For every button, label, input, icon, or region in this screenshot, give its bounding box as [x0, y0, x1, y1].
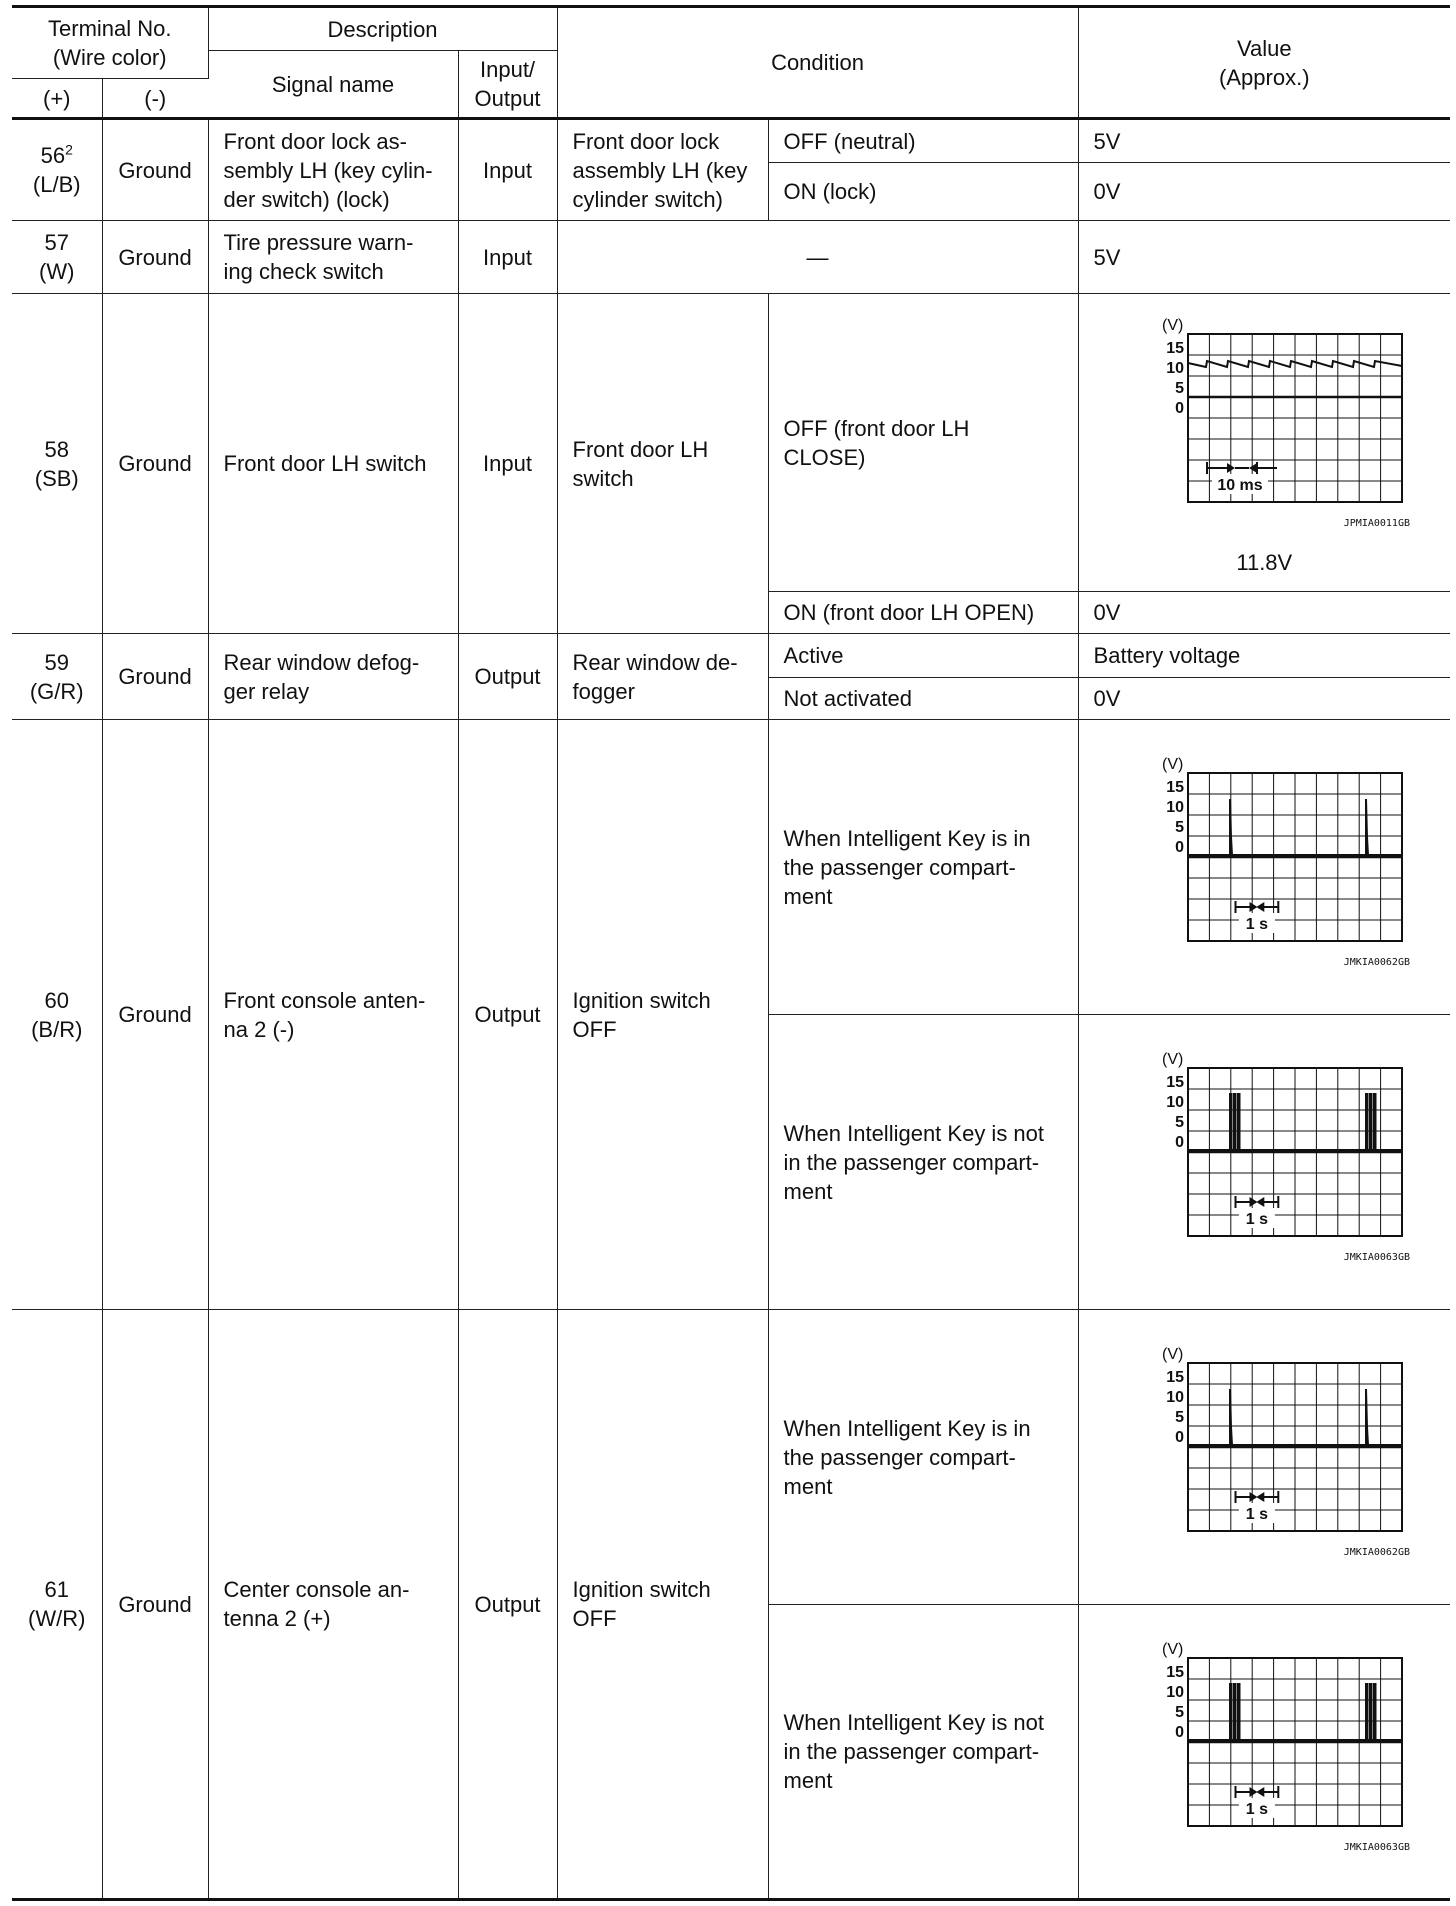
- state-59-active: Active: [768, 634, 1078, 678]
- svg-text:0: 0: [1175, 400, 1185, 417]
- table-row-58: [12, 294, 1450, 592]
- scope-tick-label: 10: [1166, 1683, 1185, 1701]
- terminal-58: 58 (SB): [12, 294, 102, 634]
- signal-name-59: Rear window defog- ger relay: [208, 634, 458, 720]
- figure-code: JMKIA0063GB: [1344, 1252, 1411, 1263]
- scope-unit-label: (V): [1162, 1640, 1184, 1658]
- signal-name-56: Front door lock as- sembly LH (key cylin- der switch) (lock): [208, 119, 458, 221]
- svg-text:10 ms: 10 ms: [1217, 477, 1263, 494]
- table-row-57: [12, 221, 1450, 294]
- time-scale-label: 1 s: [1246, 1211, 1269, 1228]
- io-61: Output: [458, 1310, 557, 1900]
- value-56-off: 5V: [1078, 119, 1450, 163]
- state-60-key-out: When Intelligent Key is not in the passenger compart- ment: [768, 1015, 1078, 1310]
- terminal-60: 60 (B/R): [12, 720, 102, 1310]
- value-56-on: 0V: [1078, 163, 1450, 221]
- header-signal-name: Signal name: [208, 51, 458, 119]
- table-row-60: [12, 720, 1450, 1015]
- state-61-key-in: When Intelligent Key is in the passenger compart- ment: [768, 1310, 1078, 1605]
- ground-58: Ground: [102, 294, 208, 634]
- scope-tick-label: 10: [1166, 1094, 1185, 1111]
- ground-61: Ground: [102, 1310, 208, 1900]
- condition-58: Front door LH switch: [557, 294, 768, 634]
- state-59-inactive: Not activated: [768, 678, 1078, 720]
- state-60-key-in: When Intelligent Key is in the passenger compart- ment: [768, 720, 1078, 1015]
- condition-61: Ignition switch OFF: [557, 1310, 768, 1900]
- waveform-60-key-in: [1114, 747, 1414, 987]
- terminal-spec-table: [12, 5, 1450, 1901]
- value-59-inactive: 0V: [1078, 678, 1450, 720]
- waveform-61-key-out: [1114, 1632, 1414, 1872]
- header-description: Description: [208, 7, 557, 51]
- scope-tick-label: 5: [1175, 1409, 1185, 1426]
- condition-57: —: [557, 221, 1078, 294]
- terminal-56: $56^2$ (L/B): [12, 119, 102, 221]
- state-56-on: ON (lock): [768, 163, 1078, 221]
- header-condition: Condition: [557, 7, 1078, 119]
- value-61-key-out: [1078, 1605, 1450, 1900]
- scope-tick-label: 5: [1175, 1114, 1185, 1131]
- state-61-key-out: When Intelligent Key is not in the passenger compart- ment: [768, 1605, 1078, 1900]
- ground-59: Ground: [102, 634, 208, 720]
- condition-56: Front door lock assembly LH (key cylinder switch): [557, 119, 768, 221]
- header-terminal-no: Terminal No. (Wire color): [12, 7, 208, 79]
- svg-text:(V): (V): [1162, 317, 1184, 334]
- state-56-off: OFF (neutral): [768, 119, 1078, 163]
- svg-text:JPMIA0011GB: JPMIA0011GB: [1344, 518, 1411, 529]
- terminal-61: 61 (W/R): [12, 1310, 102, 1900]
- ground-60: Ground: [102, 720, 208, 1310]
- time-scale-label: 1 s: [1246, 1506, 1269, 1523]
- scope-tick-label: 10: [1166, 1389, 1185, 1406]
- value-60-key-in: [1078, 720, 1450, 1015]
- scope-grid: [1188, 1363, 1402, 1531]
- header-minus: (-): [102, 79, 208, 119]
- io-59: Output: [458, 634, 557, 720]
- svg-text:5: 5: [1175, 380, 1185, 397]
- value-60-key-out: [1078, 1015, 1450, 1310]
- scope-tick-label: 0: [1175, 1429, 1185, 1446]
- signal-name-60: Front console anten- na 2 (-): [208, 720, 458, 1310]
- io-57: Input: [458, 221, 557, 294]
- figure-code: JMKIA0062GB: [1344, 1547, 1411, 1558]
- scope-unit-label: (V): [1162, 1346, 1184, 1363]
- scope-tick-label: 0: [1175, 839, 1185, 856]
- io-58: Input: [458, 294, 557, 634]
- scope-tick-label: 15: [1166, 1369, 1185, 1386]
- value-61-key-in: [1078, 1310, 1450, 1605]
- time-scale-label: 1 s: [1246, 1800, 1269, 1818]
- signal-name-58: Front door LH switch: [208, 294, 458, 634]
- scope-tick-label: 15: [1166, 1663, 1185, 1681]
- terminal-57: 57 (W): [12, 221, 102, 294]
- terminal-59: 59 (G/R): [12, 634, 102, 720]
- table-row-59: [12, 634, 1450, 678]
- scope-tick-label: 0: [1175, 1134, 1185, 1151]
- header-plus: (+): [12, 79, 102, 119]
- scope-unit-label: (V): [1162, 1051, 1184, 1068]
- value-58-off: [1078, 294, 1450, 592]
- svg-text:15: 15: [1166, 340, 1185, 357]
- value-59-active: Battery voltage: [1078, 634, 1450, 678]
- scope-tick-label: 5: [1175, 1703, 1185, 1721]
- scope-tick-label: 0: [1175, 1723, 1185, 1741]
- time-scale-label: 1 s: [1246, 916, 1269, 933]
- svg-text:10: 10: [1166, 360, 1185, 377]
- value-58-on: 0V: [1078, 592, 1450, 634]
- io-56: Input: [458, 119, 557, 221]
- ground-56: Ground: [102, 119, 208, 221]
- ground-57: Ground: [102, 221, 208, 294]
- table-header: [12, 7, 1450, 119]
- figure-code: JMKIA0063GB: [1344, 1841, 1411, 1853]
- waveform-60-key-out: [1114, 1042, 1414, 1282]
- state-58-off: OFF (front door LH CLOSE): [768, 294, 1078, 592]
- state-58-on: ON (front door LH OPEN): [768, 592, 1078, 634]
- header-input-output: Input/ Output: [458, 51, 557, 119]
- scope-tick-label: 15: [1166, 1074, 1185, 1091]
- signal-name-61: Center console an- tenna 2 (+): [208, 1310, 458, 1900]
- table-row-56: [12, 119, 1450, 163]
- table-row-61: [12, 1310, 1450, 1605]
- condition-59: Rear window de- fogger: [557, 634, 768, 720]
- signal-name-57: Tire pressure warn- ing check switch: [208, 221, 458, 294]
- waveform-61-key-in: [1114, 1337, 1414, 1577]
- value-57: 5V: [1078, 221, 1450, 294]
- scope-unit-label: (V): [1162, 756, 1184, 773]
- condition-60: Ignition switch OFF: [557, 720, 768, 1310]
- scope-tick-label: 5: [1175, 819, 1185, 836]
- waveform-58-off: [1114, 308, 1414, 548]
- scope-grid: [1188, 773, 1402, 941]
- io-60: Output: [458, 720, 557, 1310]
- figure-code: JMKIA0062GB: [1344, 957, 1411, 968]
- value-58-off-text: 11.8V: [1236, 550, 1293, 575]
- header-value: Value (Approx.): [1078, 7, 1450, 119]
- scope-tick-label: 10: [1166, 799, 1185, 816]
- scope-tick-label: 15: [1166, 779, 1185, 796]
